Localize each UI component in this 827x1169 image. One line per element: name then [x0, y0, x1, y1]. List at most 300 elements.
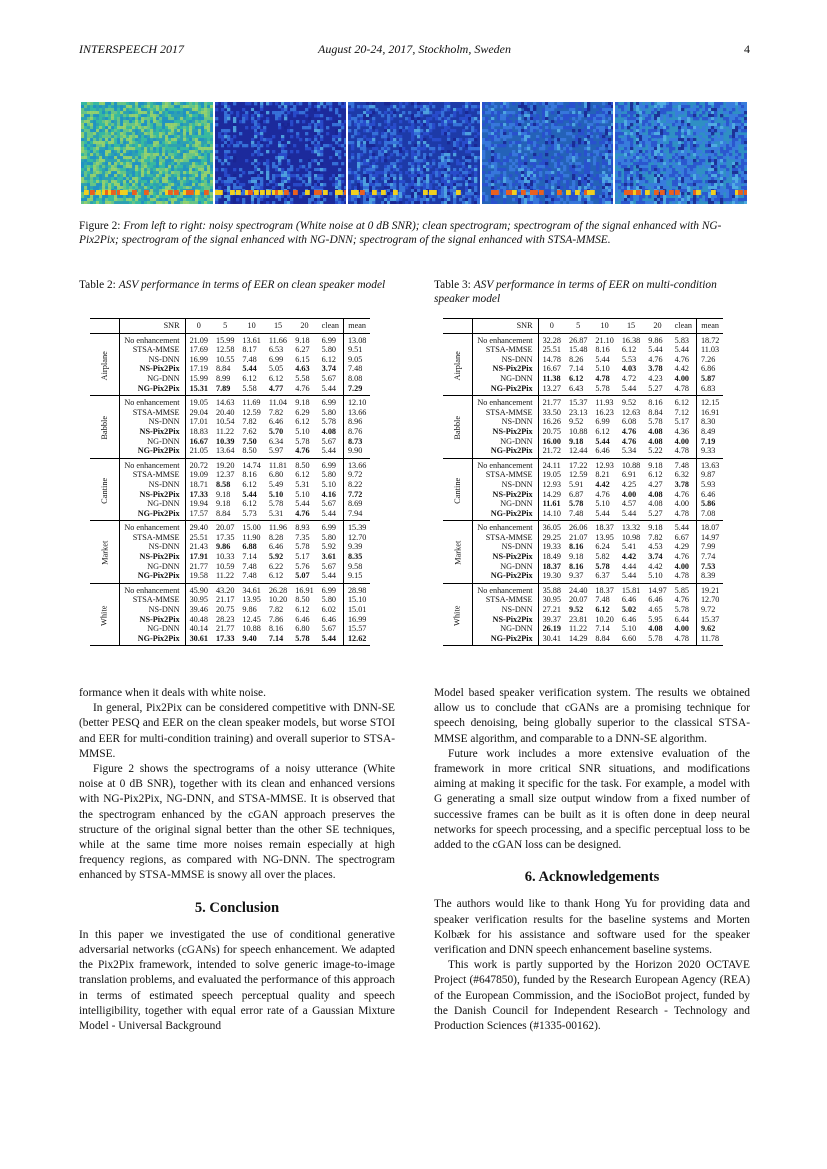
table-cell: 20.75	[215, 605, 235, 615]
condition-label: NS-DNN	[120, 480, 185, 490]
table-cell: 18.37	[591, 583, 617, 595]
table-cell: 40.48	[189, 614, 208, 624]
table-row	[90, 595, 370, 605]
table-cell: 5.44	[295, 499, 310, 509]
table-row	[90, 396, 370, 408]
table-row	[90, 384, 370, 396]
table-cell: 8.84	[215, 508, 231, 518]
table-cell: 15.99	[189, 373, 208, 383]
table-cell: 13.32	[618, 521, 644, 533]
table-cell: 5.44	[321, 633, 336, 643]
table-cell: 5.22	[648, 446, 663, 456]
condition-label: NS-DNN	[473, 605, 538, 615]
table-cell: 8.21	[595, 470, 610, 480]
table-cell: 35.88	[538, 583, 565, 595]
table-cell: 5.10	[595, 364, 610, 374]
table-cell: 6.37	[595, 571, 610, 581]
table-row	[443, 533, 723, 543]
table-cell: 4.16	[321, 489, 336, 499]
table-cell: 10.88	[568, 426, 588, 436]
table-cell: 5.44	[242, 489, 257, 499]
condition-label: NG-Pix2Pix	[120, 446, 185, 458]
table-cell: 19.58	[189, 571, 208, 581]
table-cell: 17.01	[189, 417, 208, 427]
condition-label: STSA-MMSE	[473, 533, 538, 543]
condition-label: NS-DNN	[473, 417, 538, 427]
column-header: 15	[618, 319, 644, 334]
condition-label: NS-DNN	[473, 355, 538, 365]
table-cell: 6.46	[268, 542, 284, 552]
table-cell: 6.43	[568, 383, 584, 393]
table-cell: 9.18	[291, 333, 317, 345]
noise-group-label: Cantine	[452, 477, 462, 504]
table-row	[90, 470, 370, 480]
conference-name: INTERSPEECH 2017	[79, 42, 184, 56]
table-cell: 18.37	[591, 521, 617, 533]
table-cell: 36.05	[538, 521, 565, 533]
table-cell: 7.74	[696, 552, 723, 562]
table-cell: 5.87	[696, 374, 723, 384]
table-cell: 8.35	[343, 552, 370, 562]
table-cell: 4.76	[674, 489, 689, 499]
table-cell: 8.30	[696, 417, 723, 427]
table-cell: 13.66	[343, 408, 370, 418]
table-cell: 5.44	[321, 571, 336, 581]
table-row	[443, 571, 723, 583]
table3-caption	[434, 278, 750, 306]
table-cell: 30.41	[542, 633, 561, 643]
column-header: 15	[265, 319, 291, 334]
condition-label: NS-Pix2Pix	[120, 427, 185, 437]
table-cell: 11.22	[215, 426, 235, 436]
table-cell: 3.78	[648, 364, 663, 374]
table-row	[90, 583, 370, 595]
column-header: mean	[696, 319, 723, 334]
table-cell: 11.38	[542, 373, 561, 383]
paragraph: formance when it deals with white noise.	[79, 687, 266, 699]
table-cell: 7.48	[568, 508, 584, 518]
table-cell: 6.12	[295, 417, 310, 427]
table-cell: 8.50	[295, 595, 310, 605]
table-cell: 14.97	[696, 533, 723, 543]
table-cell: 8.58	[215, 479, 231, 489]
table-cell: 4.42	[648, 561, 663, 571]
table-cell: 5.80	[321, 407, 336, 417]
table-cell: 7.62	[242, 426, 257, 436]
table-cell: 5.93	[696, 480, 723, 490]
table3-caption-text: ASV performance in terms of EER on multi-condition speaker model	[434, 279, 717, 305]
table-cell: 7.14	[595, 624, 610, 634]
table-cell: 30.95	[189, 595, 208, 605]
condition-label: NS-Pix2Pix	[473, 552, 538, 562]
table-cell: 8.26	[568, 354, 584, 364]
table-cell: 15.10	[343, 595, 370, 605]
table-row	[443, 384, 723, 396]
table-cell: 7.29	[343, 384, 370, 396]
condition-label: NS-Pix2Pix	[120, 552, 185, 562]
table-cell: 4.72	[621, 373, 637, 383]
table-cell: 16.91	[696, 408, 723, 418]
column-header: 20	[291, 319, 317, 334]
table-cell: 13.66	[343, 458, 370, 470]
table-cell: 18.83	[189, 426, 208, 436]
table-cell: 43.20	[212, 583, 238, 595]
table-cell: 8.84	[595, 633, 610, 643]
table-cell: 6.12	[295, 470, 310, 480]
table-cell: 7.48	[242, 354, 257, 364]
table-cell: 4.76	[648, 354, 663, 364]
table-cell: 21.77	[189, 561, 208, 571]
table-cell: 9.72	[696, 605, 723, 615]
noise-group-label: White	[452, 605, 462, 626]
table-cell: 8.76	[343, 427, 370, 437]
table-cell: 7.82	[648, 532, 663, 542]
table-row	[90, 355, 370, 365]
table-cell: 9.62	[696, 624, 723, 634]
table-cell: 6.12	[242, 499, 257, 509]
condition-label: NG-Pix2Pix	[120, 571, 185, 583]
table-cell: 5.92	[268, 552, 284, 562]
condition-label: STSA-MMSE	[120, 533, 185, 543]
table-cell: 10.55	[215, 354, 235, 364]
table-cell: 26.19	[542, 624, 561, 634]
table-cell: 5.49	[268, 479, 284, 489]
table-cell: 5.53	[621, 354, 637, 364]
table-cell: 5.44	[321, 383, 336, 393]
table-cell: 3.61	[321, 552, 336, 562]
table-cell: 5.31	[268, 508, 284, 518]
table-cell: 5.67	[321, 624, 336, 634]
condition-label: No enhancement	[473, 458, 538, 470]
table-cell: 4.78	[674, 571, 689, 581]
table-cell: 4.76	[295, 383, 310, 393]
table-cell: 8.17	[242, 345, 257, 355]
table-cell: 4.77	[268, 383, 284, 393]
table-cell: 5.67	[321, 436, 336, 446]
table-cell: 6.12	[595, 426, 610, 436]
table-cell: 7.72	[343, 490, 370, 500]
table-cell: 17.19	[189, 364, 208, 374]
table-row	[443, 437, 723, 447]
figure-caption-text: From left to right: noisy spectrogram (White noise at 0 dB SNR); clean spectrogram; spectrogram of the signal enhanced with NG-Pix2Pix; spectrogram of the signal enhanced with NG-DNN; spectrogram of the signal enhanced with STSA-MMSE.	[79, 220, 722, 246]
table-row	[90, 437, 370, 447]
table-cell: 8.16	[242, 470, 257, 480]
table-cell: 6.83	[696, 384, 723, 396]
table-cell: 7.14	[268, 633, 284, 643]
column-header: 5	[212, 319, 238, 334]
table-cell: 6.88	[242, 542, 257, 552]
table-cell: 14.78	[542, 354, 561, 364]
table-cell: 21.77	[215, 624, 235, 634]
table-cell: 6.80	[268, 470, 284, 480]
table3-label: Table 3:	[434, 279, 471, 291]
table-cell: 5.44	[671, 521, 697, 533]
table-cell: 26.87	[565, 333, 591, 345]
condition-label: NS-Pix2Pix	[473, 427, 538, 437]
table-cell: 15.01	[343, 605, 370, 615]
noise-group-label: Market	[452, 540, 462, 566]
table-cell: 15.00	[238, 521, 264, 533]
table-cell: 4.78	[674, 508, 689, 518]
table-cell: 18.37	[542, 561, 561, 571]
table-cell: 14.29	[568, 633, 588, 643]
condition-label: NS-Pix2Pix	[473, 364, 538, 374]
table-cell: 5.78	[568, 499, 584, 509]
table-cell: 7.89	[215, 383, 231, 393]
table-row	[90, 480, 370, 490]
table-cell: 6.99	[268, 354, 284, 364]
table-cell: 5.78	[321, 417, 336, 427]
table-row	[90, 542, 370, 552]
table-cell: 17.91	[189, 552, 208, 562]
table-row	[90, 533, 370, 543]
table-cell: 28.23	[215, 614, 235, 624]
column-header: 10	[238, 319, 264, 334]
table-row	[90, 571, 370, 583]
paragraph: Future work includes a more extensive evaluation of the framework in more critical SNR situations, and modifications aiming at making it specific for the task. For example, a model with G generating a small size output window from a fixed number of successive frames can be built as it is often done in deep neural networks for speech processing, and a specific perceptual loss to be added to the cGAN loss can be designed.	[434, 747, 750, 852]
table-cell: 6.46	[621, 595, 637, 605]
condition-label: NG-DNN	[120, 437, 185, 447]
condition-label: NG-Pix2Pix	[473, 634, 538, 646]
table-cell: 9.52	[618, 396, 644, 408]
table-cell: 6.12	[242, 479, 257, 489]
table-cell: 10.88	[618, 458, 644, 470]
condition-label: STSA-MMSE	[120, 345, 185, 355]
condition-label: No enhancement	[120, 583, 185, 595]
table-cell: 21.72	[542, 446, 561, 456]
table-cell: 21.09	[185, 333, 212, 345]
table-cell: 8.73	[343, 437, 370, 447]
table-cell: 14.29	[542, 489, 561, 499]
table-cell: 15.57	[343, 624, 370, 634]
table-cell: 39.46	[189, 605, 208, 615]
table-cell: 6.44	[674, 614, 689, 624]
table-cell: 4.00	[674, 499, 689, 509]
table-row	[90, 552, 370, 562]
table-cell: 5.78	[674, 605, 689, 615]
table-cell: 6.12	[295, 605, 310, 615]
table-cell: 5.67	[321, 561, 336, 571]
table-cell: 13.08	[343, 333, 370, 345]
table-row	[90, 345, 370, 355]
table-cell: 7.86	[268, 614, 284, 624]
table2-caption-text: ASV performance in terms of EER on clean speaker model	[118, 279, 386, 291]
table-cell: 4.53	[648, 542, 663, 552]
table-cell: 25.51	[542, 345, 561, 355]
condition-label: NS-DNN	[120, 355, 185, 365]
table-cell: 11.93	[591, 396, 617, 408]
table-row	[443, 615, 723, 625]
table-cell: 12.70	[696, 595, 723, 605]
table-cell: 4.42	[621, 552, 637, 562]
table-row	[90, 521, 370, 533]
table-cell: 21.17	[215, 595, 235, 605]
table-cell: 3.74	[321, 364, 336, 374]
condition-label: NG-Pix2Pix	[473, 571, 538, 583]
table-cell: 20.72	[185, 458, 212, 470]
table-cell: 5.44	[648, 345, 663, 355]
table-cell: 27.21	[542, 605, 561, 615]
table-cell: 3.74	[648, 552, 663, 562]
column-header: 5	[565, 319, 591, 334]
noise-group-label: White	[99, 605, 109, 626]
table-cell: 19.05	[542, 470, 561, 480]
table-cell: 11.96	[265, 521, 291, 533]
condition-label: NS-Pix2Pix	[473, 615, 538, 625]
table-cell: 4.78	[674, 446, 689, 456]
condition-label: NG-DNN	[473, 437, 538, 447]
right-column	[434, 686, 750, 1034]
spectrogram-figure	[81, 102, 747, 204]
spectrogram-ng-pix2pix	[348, 102, 480, 204]
table-cell: 26.28	[265, 583, 291, 595]
table-cell: 6.24	[595, 542, 610, 552]
table-cell: 8.69	[343, 499, 370, 509]
table-cell: 5.02	[621, 605, 637, 615]
table-cell: 5.07	[295, 571, 310, 581]
condition-label: NS-DNN	[120, 605, 185, 615]
table-row	[443, 427, 723, 437]
table-cell: 20.40	[215, 407, 235, 417]
table-cell: 8.16	[644, 396, 670, 408]
condition-label: STSA-MMSE	[120, 595, 185, 605]
table-cell: 19.21	[696, 583, 723, 595]
table-cell: 26.06	[565, 521, 591, 533]
table-cell: 12.15	[696, 396, 723, 408]
table2-caption	[79, 278, 395, 292]
table-cell: 8.50	[242, 446, 257, 456]
table-cell: 13.27	[542, 383, 561, 393]
table-cell: 5.44	[595, 436, 610, 446]
table-cell: 6.80	[295, 624, 310, 634]
table-cell: 5.80	[321, 470, 336, 480]
table-cell: 5.05	[268, 364, 284, 374]
table-row	[443, 470, 723, 480]
table-cell: 4.76	[674, 595, 689, 605]
table-cell: 4.76	[295, 446, 310, 456]
table-cell: 7.53	[696, 562, 723, 572]
table-cell: 18.07	[696, 521, 723, 533]
table-cell: 12.70	[343, 533, 370, 543]
table-cell: 15.99	[212, 333, 238, 345]
table-cell: 7.82	[268, 407, 284, 417]
table-cell: 30.61	[189, 633, 208, 643]
table-cell: 5.44	[595, 354, 610, 364]
spectrogram-ng-dnn	[482, 102, 614, 204]
table-cell: 9.18	[568, 552, 584, 562]
table-cell: 11.61	[542, 499, 561, 509]
table-cell: 16.67	[189, 436, 208, 446]
table-cell: 6.53	[268, 345, 284, 355]
table-cell: 4.00	[674, 436, 689, 446]
table-cell: 7.48	[242, 561, 257, 571]
table-cell: 5.73	[242, 508, 257, 518]
table-cell: 5.10	[595, 499, 610, 509]
table-row	[90, 562, 370, 572]
table-cell: 9.33	[696, 446, 723, 458]
table-cell: 5.92	[321, 542, 336, 552]
table-cell: 17.22	[565, 458, 591, 470]
table-cell: 10.88	[242, 624, 261, 634]
table-cell: 6.02	[321, 605, 336, 615]
table-cell: 29.04	[189, 407, 208, 417]
table-cell: 11.03	[696, 345, 723, 355]
noise-group-label: Babble	[99, 416, 109, 440]
table-cell: 5.34	[621, 446, 637, 456]
table-cell: 12.37	[215, 470, 235, 480]
paragraph: The authors would like to thank Hong Yu for providing data and speaker verification results for the baseline systems and Morten Kolbæk for his assistance and software used for the speaker verification and DNN speech enhancement baseline systems.	[434, 898, 750, 957]
table-row	[90, 624, 370, 634]
table-cell: 6.99	[318, 333, 344, 345]
table-cell: 12.93	[591, 458, 617, 470]
condition-label: NS-Pix2Pix	[120, 364, 185, 374]
table-cell: 6.12	[671, 396, 697, 408]
table-cell: 7.94	[343, 509, 370, 521]
table-cell: 24.40	[565, 583, 591, 595]
table-cell: 5.83	[671, 333, 697, 345]
table-cell: 5.17	[295, 552, 310, 562]
table-cell: 11.78	[696, 634, 723, 646]
table-cell: 5.27	[648, 508, 663, 518]
table-cell: 5.10	[268, 489, 284, 499]
table-cell: 4.03	[621, 364, 637, 374]
table-cell: 9.15	[343, 571, 370, 583]
condition-label: NG-DNN	[473, 624, 538, 634]
table-cell: 7.35	[295, 532, 310, 542]
condition-label: NG-Pix2Pix	[473, 509, 538, 521]
table-cell: 7.82	[242, 417, 257, 427]
table-row	[443, 374, 723, 384]
figure-caption	[79, 219, 750, 247]
table-cell: 7.48	[343, 364, 370, 374]
table-cell: 14.63	[212, 396, 238, 408]
table-cell: 5.78	[295, 633, 310, 643]
table2	[90, 318, 370, 646]
table-cell: 4.29	[674, 542, 689, 552]
table-row	[443, 509, 723, 521]
table-cell: 9.37	[568, 571, 584, 581]
column-header: clean	[671, 319, 697, 334]
table-row	[443, 624, 723, 634]
table-cell: 21.05	[189, 446, 208, 456]
table-cell: 6.46	[295, 614, 310, 624]
table-cell: 23.81	[568, 614, 588, 624]
table-row	[443, 458, 723, 470]
table-cell: 8.50	[291, 458, 317, 470]
table-cell: 17.33	[189, 489, 208, 499]
table-cell: 25.51	[189, 532, 208, 542]
table-row	[443, 521, 723, 533]
table-cell: 16.23	[595, 407, 614, 417]
table-cell: 4.00	[621, 489, 637, 499]
table-cell: 14.74	[238, 458, 264, 470]
condition-label: NG-DNN	[120, 624, 185, 634]
table-row	[90, 417, 370, 427]
table-cell: 7.48	[242, 571, 257, 581]
noise-group-label: Airplane	[99, 350, 109, 381]
table-cell: 24.11	[538, 458, 565, 470]
table-cell: 15.39	[343, 521, 370, 533]
paragraph: This work is partly supported by the Horizon 2020 OCTAVE Project (#647850), funded by the Research European Agency (REA) of the European Commission, and the iSocioBot project, funded by the Danish Council for Independent Research - Technology and Production Sciences (#1335-00162).	[434, 959, 750, 1033]
table-cell: 11.22	[215, 571, 235, 581]
table-cell: 7.08	[696, 509, 723, 521]
table-cell: 10.20	[268, 595, 288, 605]
table-cell: 4.78	[595, 373, 610, 383]
table-cell: 4.08	[648, 436, 663, 446]
table-cell: 8.16	[568, 542, 584, 552]
table-cell: 8.96	[343, 417, 370, 427]
table-cell: 7.48	[671, 458, 697, 470]
